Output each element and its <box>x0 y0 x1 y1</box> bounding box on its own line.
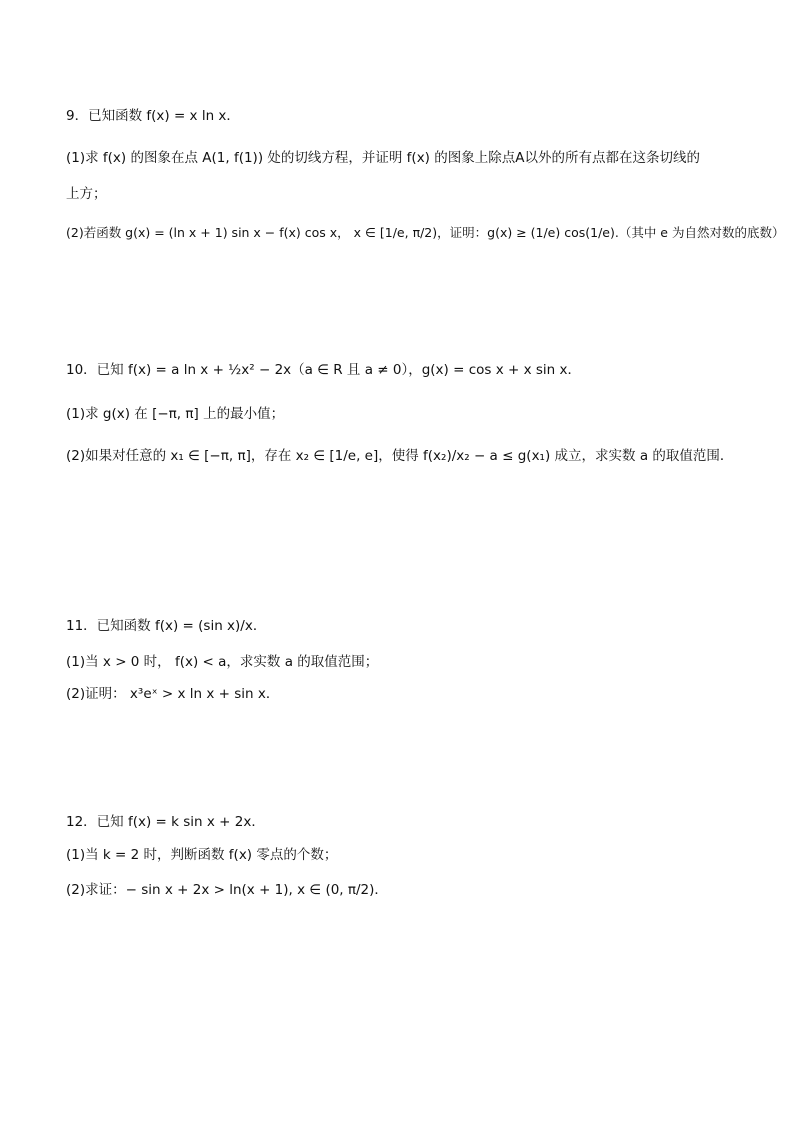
problem-9-stem: 9．已知函数 f(x) = x ln x． <box>66 108 240 124</box>
problem-10-part-1: (1)求 g(x) 在 [−π, π] 上的最小值； <box>66 406 285 422</box>
problem-11-stem: 11．已知函数 f(x) = (sin x)/x． <box>66 618 267 634</box>
problem-12-part-1: (1)当 k = 2 时，判断函数 f(x) 零点的个数； <box>66 847 338 863</box>
problem-11-part-1: (1)当 x > 0 时， f(x) < a，求实数 a 的取值范围； <box>66 654 379 670</box>
problem-10-part-2: (2)如果对任意的 x₁ ∈ [−π, π]，存在 x₂ ∈ [1/e, e]，使得 f(x₂)/x₂ − a ≤ g(x₁) 成立，求实数 a 的取值范围． <box>66 448 734 464</box>
problem-9-part-1-continued: 上方； <box>66 186 107 202</box>
problem-12-part-2: (2)求证：− sin x + 2x > ln(x + 1), x ∈ (0, π/2)． <box>66 882 388 898</box>
problem-10-stem: 10．已知 f(x) = a ln x + ½x² − 2x（a ∈ R 且 a ≠ 0），g(x) = cos x + x sin x． <box>66 362 582 378</box>
problem-12-stem: 12．已知 f(x) = k sin x + 2x． <box>66 814 265 830</box>
problem-9-part-2: (2)若函数 g(x) = (ln x + 1) sin x − f(x) cos x， x ∈ [1/e, π/2)，证明：g(x) ≥ (1/e) cos(1/e).（其中 e 为自然对数的底数） <box>66 225 785 240</box>
problem-9-part-1: (1)求 f(x) 的图象在点 A(1, f(1)) 处的切线方程，并证明 f(x) 的图象上除点A以外的所有点都在这条切线的 <box>66 150 700 166</box>
problem-11-part-2: (2)证明： x³eˣ > x ln x + sin x． <box>66 686 280 702</box>
